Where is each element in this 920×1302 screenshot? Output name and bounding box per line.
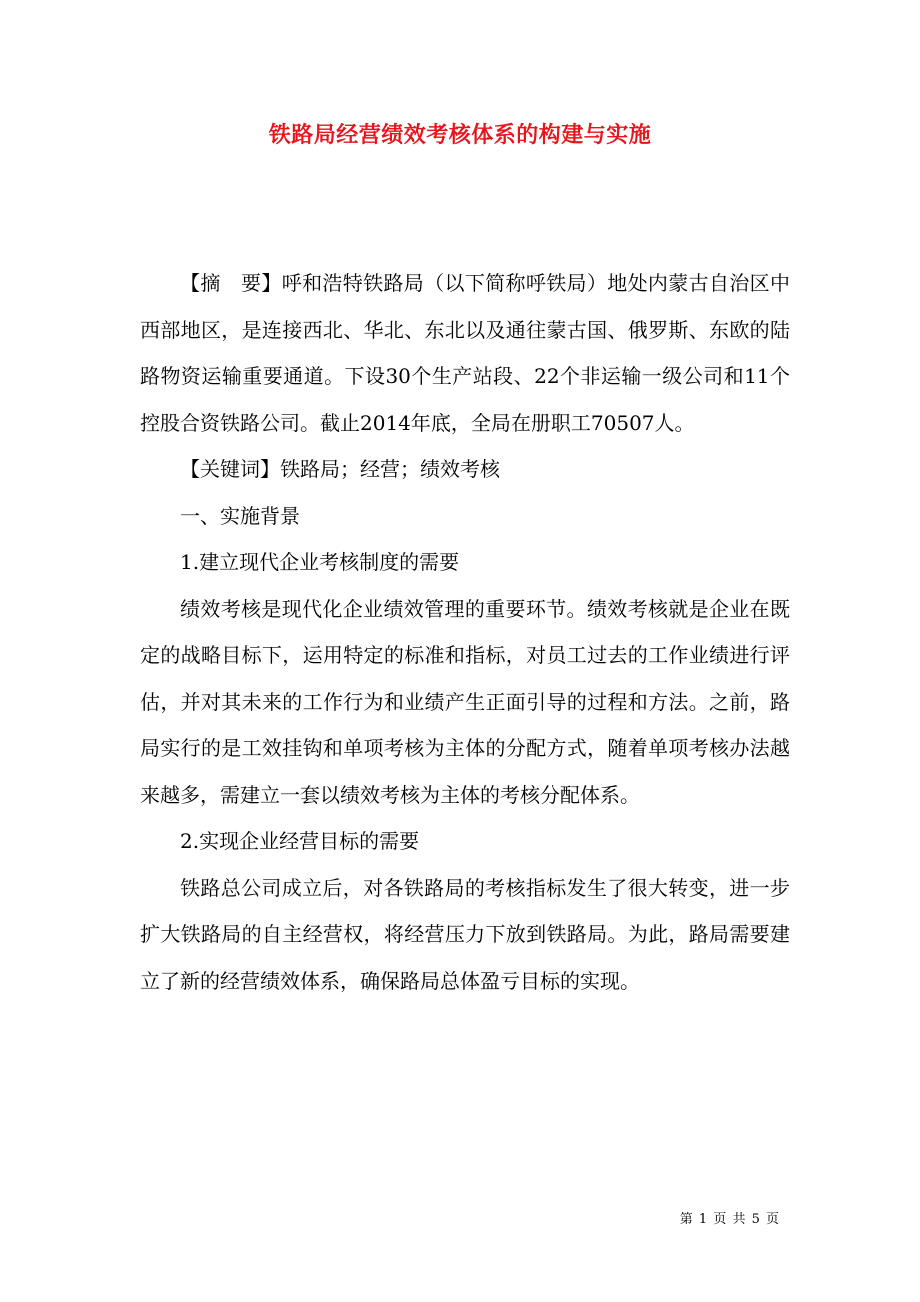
document-title: 铁路局经营绩效考核体系的构建与实施 <box>268 122 652 148</box>
section-heading: 一、实施背景 <box>180 503 300 528</box>
body-paragraph: 铁路总公司成立后，对各铁路局的考核指标发生了很大转变，进一步扩大铁路局的自主经营权，将经营压力下放到铁路局。为此，路局需要建立了新的经营绩效体系，确保路局总体盈亏目标的实现。 <box>140 875 790 993</box>
keywords-paragraph: 【关键词】铁路局；经营；绩效考核 <box>180 457 500 481</box>
document-body <box>140 260 790 1004</box>
subsection-heading: 1.建立现代企业考核制度的需要 <box>180 550 460 574</box>
body-paragraph: 绩效考核是现代化企业绩效管理的重要环节。绩效考核就是企业在既定的战略目标下，运用特定的标准和指标，对员工过去的工作业绩进行评估，并对其未来的工作行为和业绩产生正面引导的过程和方法。之前，路局实行的是工效挂钩和单项考核为主体的分配方式，随着单项考核办法越来越多，需建立一套以绩效考核为主体的考核分配体系。 <box>140 596 790 807</box>
subsection-heading: 2.实现企业经营目标的需要 <box>180 829 420 853</box>
page-number-footer: 第 1 页 共 5 页 <box>679 1212 780 1227</box>
abstract-paragraph: 【摘 要】呼和浩特铁路局（以下简称呼铁局）地处内蒙古自治区中西部地区，是连接西北、华北、东北以及通往蒙古国、俄罗斯、东欧的陆路物资运输重要通道。下设30个生产站段、22个非运输一级公司和11个控股合资铁路公司。截止2014年底，全局在册职工70507人。 <box>140 271 790 435</box>
